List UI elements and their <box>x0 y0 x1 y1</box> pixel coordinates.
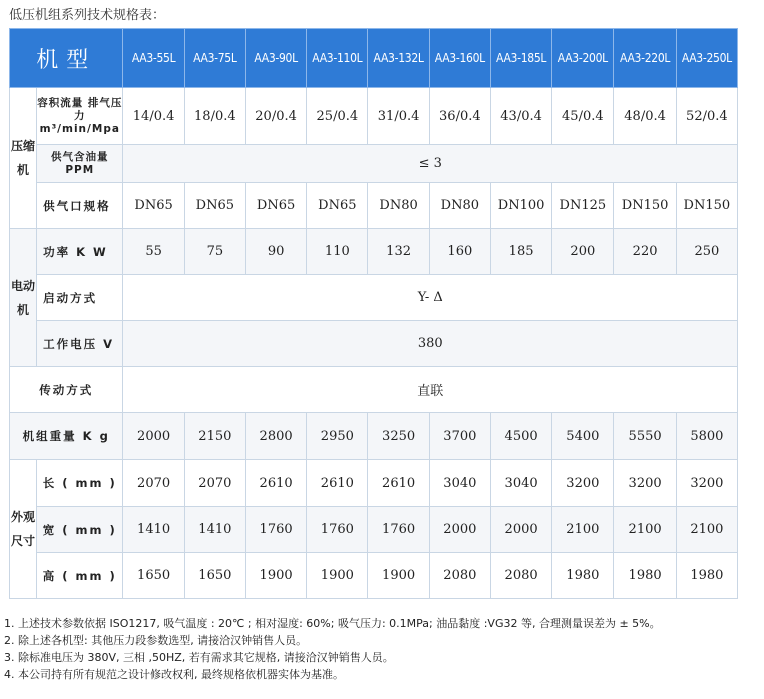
cell-flow: 45/0.4 <box>552 88 614 145</box>
cell-power: 200 <box>552 229 614 275</box>
model-header: 机型 <box>10 29 123 88</box>
cell-height: 1900 <box>307 553 368 599</box>
footnote: 1. 上述技术参数依据 ISO1217, 吸气温度 : 20℃ ; 相对湿度: 60%; 吸气压力: 0.1MPa; 油品黏度 :VG32 等, 合理测量误差为 ± 5%。 <box>4 617 661 630</box>
cell-power: 75 <box>184 229 245 275</box>
label-length: 长 ( mm ) <box>37 460 123 507</box>
footnote: 2. 除上述各机型: 其他压力段参数选型, 请接洽汉钟销售人员。 <box>4 634 308 647</box>
row-drive <box>10 367 738 413</box>
cell-drive: 直联 <box>123 367 738 413</box>
model-name: AA3-185L <box>490 29 551 88</box>
label-voltage: 工作电压 V <box>37 321 123 367</box>
model-name: AA3-220L <box>614 29 676 88</box>
cell-height: 2080 <box>429 553 490 599</box>
row-flow <box>10 88 738 145</box>
label-height: 高 ( mm ) <box>37 553 123 599</box>
cell-length: 2610 <box>307 460 368 507</box>
cell-height: 1650 <box>184 553 245 599</box>
cell-length: 3200 <box>676 460 737 507</box>
row-height <box>10 553 738 599</box>
cell-outlet: DN80 <box>368 183 429 229</box>
cell-outlet: DN65 <box>245 183 306 229</box>
label-oil: 供气含油量 PPM <box>37 145 123 183</box>
cell-height: 1900 <box>368 553 429 599</box>
cell-power: 220 <box>614 229 676 275</box>
cell-height: 1980 <box>552 553 614 599</box>
label-weight: 机组重量 K g <box>10 413 123 460</box>
model-name: AA3-250L <box>676 29 737 88</box>
cell-power: 160 <box>429 229 490 275</box>
label-outlet: 供气口规格 <box>37 183 123 229</box>
model-name: AA3-90L <box>245 29 306 88</box>
cell-flow: 52/0.4 <box>676 88 737 145</box>
cell-weight: 2800 <box>245 413 306 460</box>
cell-power: 90 <box>245 229 306 275</box>
model-name: AA3-55L <box>123 29 184 88</box>
cell-height: 1650 <box>123 553 184 599</box>
header-row <box>10 29 738 88</box>
model-name: AA3-75L <box>184 29 245 88</box>
cell-width: 1760 <box>307 507 368 553</box>
cell-flow: 20/0.4 <box>245 88 306 145</box>
cell-width: 2100 <box>676 507 737 553</box>
row-power <box>10 229 738 275</box>
cell-length: 3200 <box>552 460 614 507</box>
cell-outlet: DN65 <box>123 183 184 229</box>
cell-power: 55 <box>123 229 184 275</box>
label-drive: 传动方式 <box>10 367 123 413</box>
cell-length: 2070 <box>123 460 184 507</box>
cell-flow: 25/0.4 <box>307 88 368 145</box>
label-flow: 容积流量 排气压力 m³/min/Mpa <box>37 88 123 145</box>
cell-flow: 48/0.4 <box>614 88 676 145</box>
cell-width: 1410 <box>184 507 245 553</box>
cell-weight: 5400 <box>552 413 614 460</box>
cell-power: 132 <box>368 229 429 275</box>
row-oil <box>10 145 738 183</box>
cell-outlet: DN65 <box>184 183 245 229</box>
cell-oil: ≤ 3 <box>123 145 738 183</box>
model-name: AA3-110L <box>307 29 368 88</box>
cell-height: 1900 <box>245 553 306 599</box>
cell-outlet: DN100 <box>490 183 551 229</box>
row-start <box>10 275 738 321</box>
cell-weight: 3250 <box>368 413 429 460</box>
model-name: AA3-160L <box>429 29 490 88</box>
row-outlet <box>10 183 738 229</box>
group-dimensions: 外观尺寸 <box>10 460 37 599</box>
cell-outlet: DN65 <box>307 183 368 229</box>
model-name: AA3-132L <box>368 29 429 88</box>
row-weight <box>10 413 738 460</box>
cell-power: 110 <box>307 229 368 275</box>
cell-width: 2000 <box>490 507 551 553</box>
cell-weight: 2000 <box>123 413 184 460</box>
cell-weight: 5550 <box>614 413 676 460</box>
row-voltage <box>10 321 738 367</box>
cell-outlet: DN150 <box>614 183 676 229</box>
row-width <box>10 507 738 553</box>
cell-height: 1980 <box>676 553 737 599</box>
cell-length: 3040 <box>490 460 551 507</box>
cell-length: 2610 <box>245 460 306 507</box>
cell-length: 3200 <box>614 460 676 507</box>
cell-weight: 3700 <box>429 413 490 460</box>
label-start: 启动方式 <box>37 275 123 321</box>
cell-height: 2080 <box>490 553 551 599</box>
label-power: 功率 K W <box>37 229 123 275</box>
cell-power: 185 <box>490 229 551 275</box>
cell-power: 250 <box>676 229 737 275</box>
cell-weight: 4500 <box>490 413 551 460</box>
cell-flow: 43/0.4 <box>490 88 551 145</box>
cell-start: Y- Δ <box>123 275 738 321</box>
cell-width: 2100 <box>552 507 614 553</box>
cell-outlet: DN150 <box>676 183 737 229</box>
cell-flow: 31/0.4 <box>368 88 429 145</box>
cell-flow: 36/0.4 <box>429 88 490 145</box>
cell-voltage: 380 <box>123 321 738 367</box>
label-width: 宽 ( mm ) <box>37 507 123 553</box>
cell-width: 1410 <box>123 507 184 553</box>
cell-width: 1760 <box>245 507 306 553</box>
cell-length: 2610 <box>368 460 429 507</box>
cell-flow: 18/0.4 <box>184 88 245 145</box>
cell-outlet: DN80 <box>429 183 490 229</box>
cell-length: 3040 <box>429 460 490 507</box>
cell-outlet: DN125 <box>552 183 614 229</box>
cell-width: 2000 <box>429 507 490 553</box>
spec-table <box>9 28 738 599</box>
table-caption: 低压机组系列技术规格表： <box>9 8 166 23</box>
cell-length: 2070 <box>184 460 245 507</box>
cell-weight: 2950 <box>307 413 368 460</box>
row-length <box>10 460 738 507</box>
cell-width: 2100 <box>614 507 676 553</box>
footnotes <box>4 615 661 683</box>
group-motor: 电动机 <box>10 229 37 367</box>
cell-height: 1980 <box>614 553 676 599</box>
cell-weight: 5800 <box>676 413 737 460</box>
model-name: AA3-200L <box>552 29 614 88</box>
cell-width: 1760 <box>368 507 429 553</box>
footnote: 3. 除标准电压为 380V, 三相 ,50HZ, 若有需求其它规格, 请接洽汉钟销售人员。 <box>4 651 394 664</box>
group-compressor: 压缩机 <box>10 88 37 229</box>
cell-weight: 2150 <box>184 413 245 460</box>
footnote: 4. 本公司持有所有规范之设计修改权利, 最终规格依机器实体为基准。 <box>4 668 344 681</box>
cell-flow: 14/0.4 <box>123 88 184 145</box>
